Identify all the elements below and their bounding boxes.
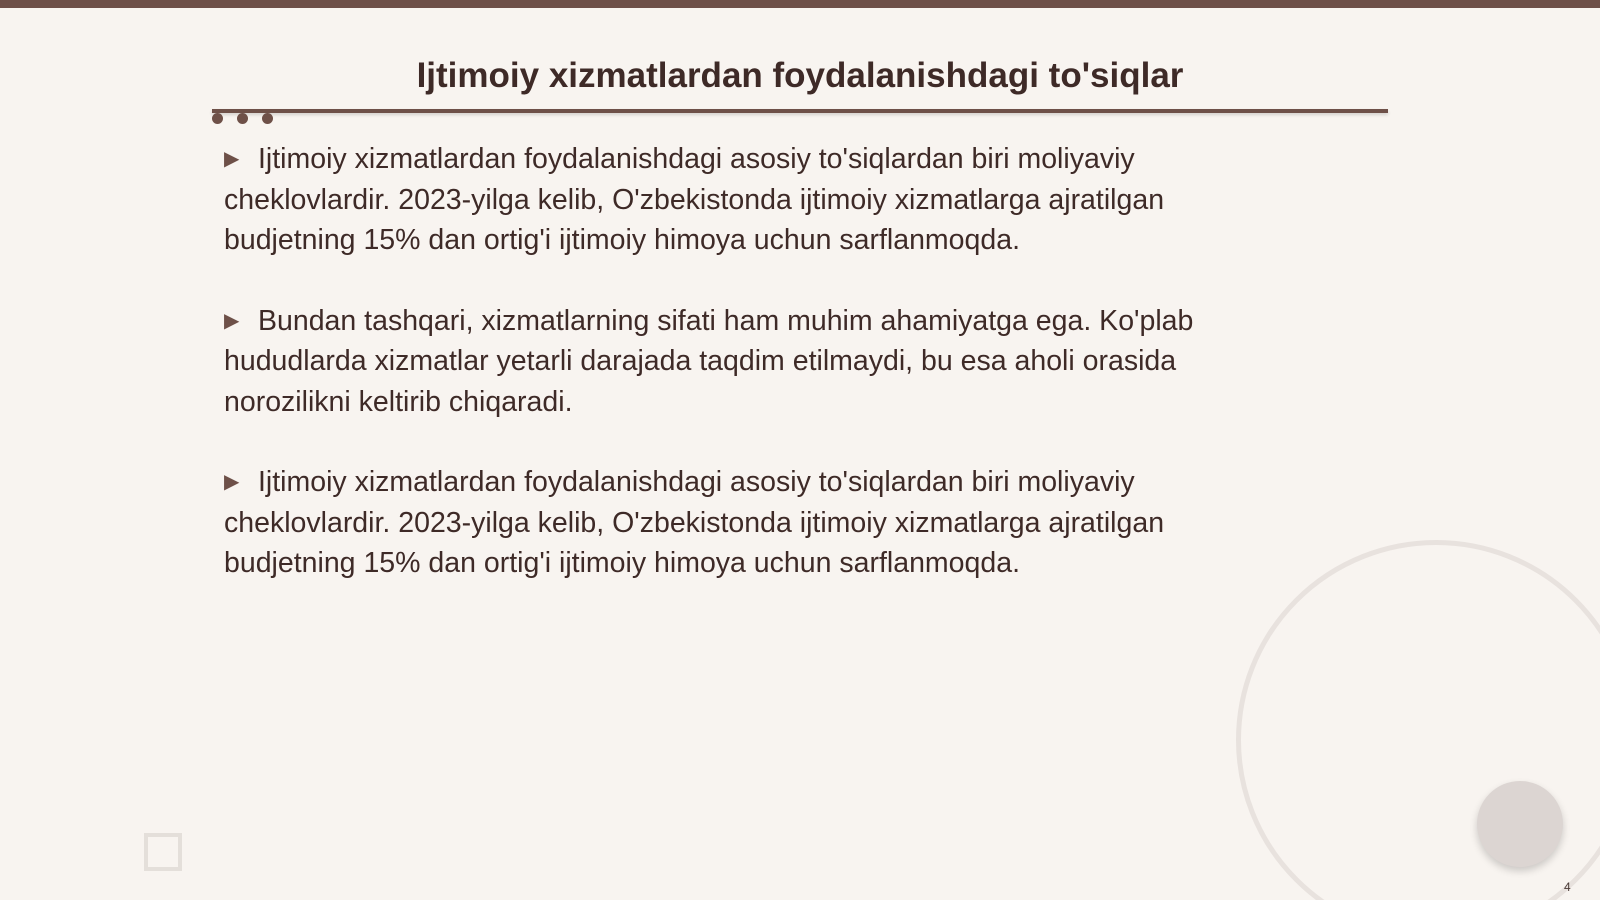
decoration-dot [237, 113, 248, 124]
bullet-text: Ijtimoiy xizmatlardan foydalanishdagi asosiy to'siqlardan biri moliyaviy cheklovlardir. 2023-yilga kelib, O'zbekistonda ijtimoiy xizmatlarga ajratilgan budjetning 15% dan ortig'i ijtimoiy himoya uchun sarflanmoqda. [224, 143, 1165, 256]
decorative-square-outline [144, 833, 182, 871]
bullet-item [224, 301, 1274, 423]
bullet-list [224, 139, 1274, 624]
decoration-dot [212, 113, 223, 124]
bullet-arrow-icon: ▶ [224, 148, 240, 170]
title-underline [212, 109, 1388, 113]
decorative-circle-filled [1477, 781, 1563, 867]
bullet-item [224, 139, 1274, 261]
title-dots-decoration [212, 113, 282, 125]
bullet-text: Bundan tashqari, xizmatlarning sifati ham muhim ahamiyatga ega. Ko'plab hududlarda xizmatlar yetarli darajada taqdim etilmaydi, bu esa aholi orasida norozilikni keltirib chiqaradi. [224, 304, 1194, 418]
bullet-arrow-icon: ▶ [224, 471, 240, 493]
decoration-dot [262, 113, 273, 124]
top-accent-bar [0, 0, 1600, 8]
bullet-arrow-icon: ▶ [224, 309, 240, 332]
slide-title: Ijtimoiy xizmatlardan foydalanishdagi to'siqlar [416, 56, 1184, 95]
page-number: 4 [1564, 880, 1571, 894]
bullet-item [224, 462, 1274, 584]
bullet-text: Ijtimoiy xizmatlardan foydalanishdagi asosiy to'siqlardan biri moliyaviy cheklovlardir. 2023-yilga kelib, O'zbekistonda ijtimoiy xizmatlarga ajratilgan budjetning 15% dan ortig'i ijtimoiy himoya uchun sarflanmoqda. [224, 466, 1165, 579]
